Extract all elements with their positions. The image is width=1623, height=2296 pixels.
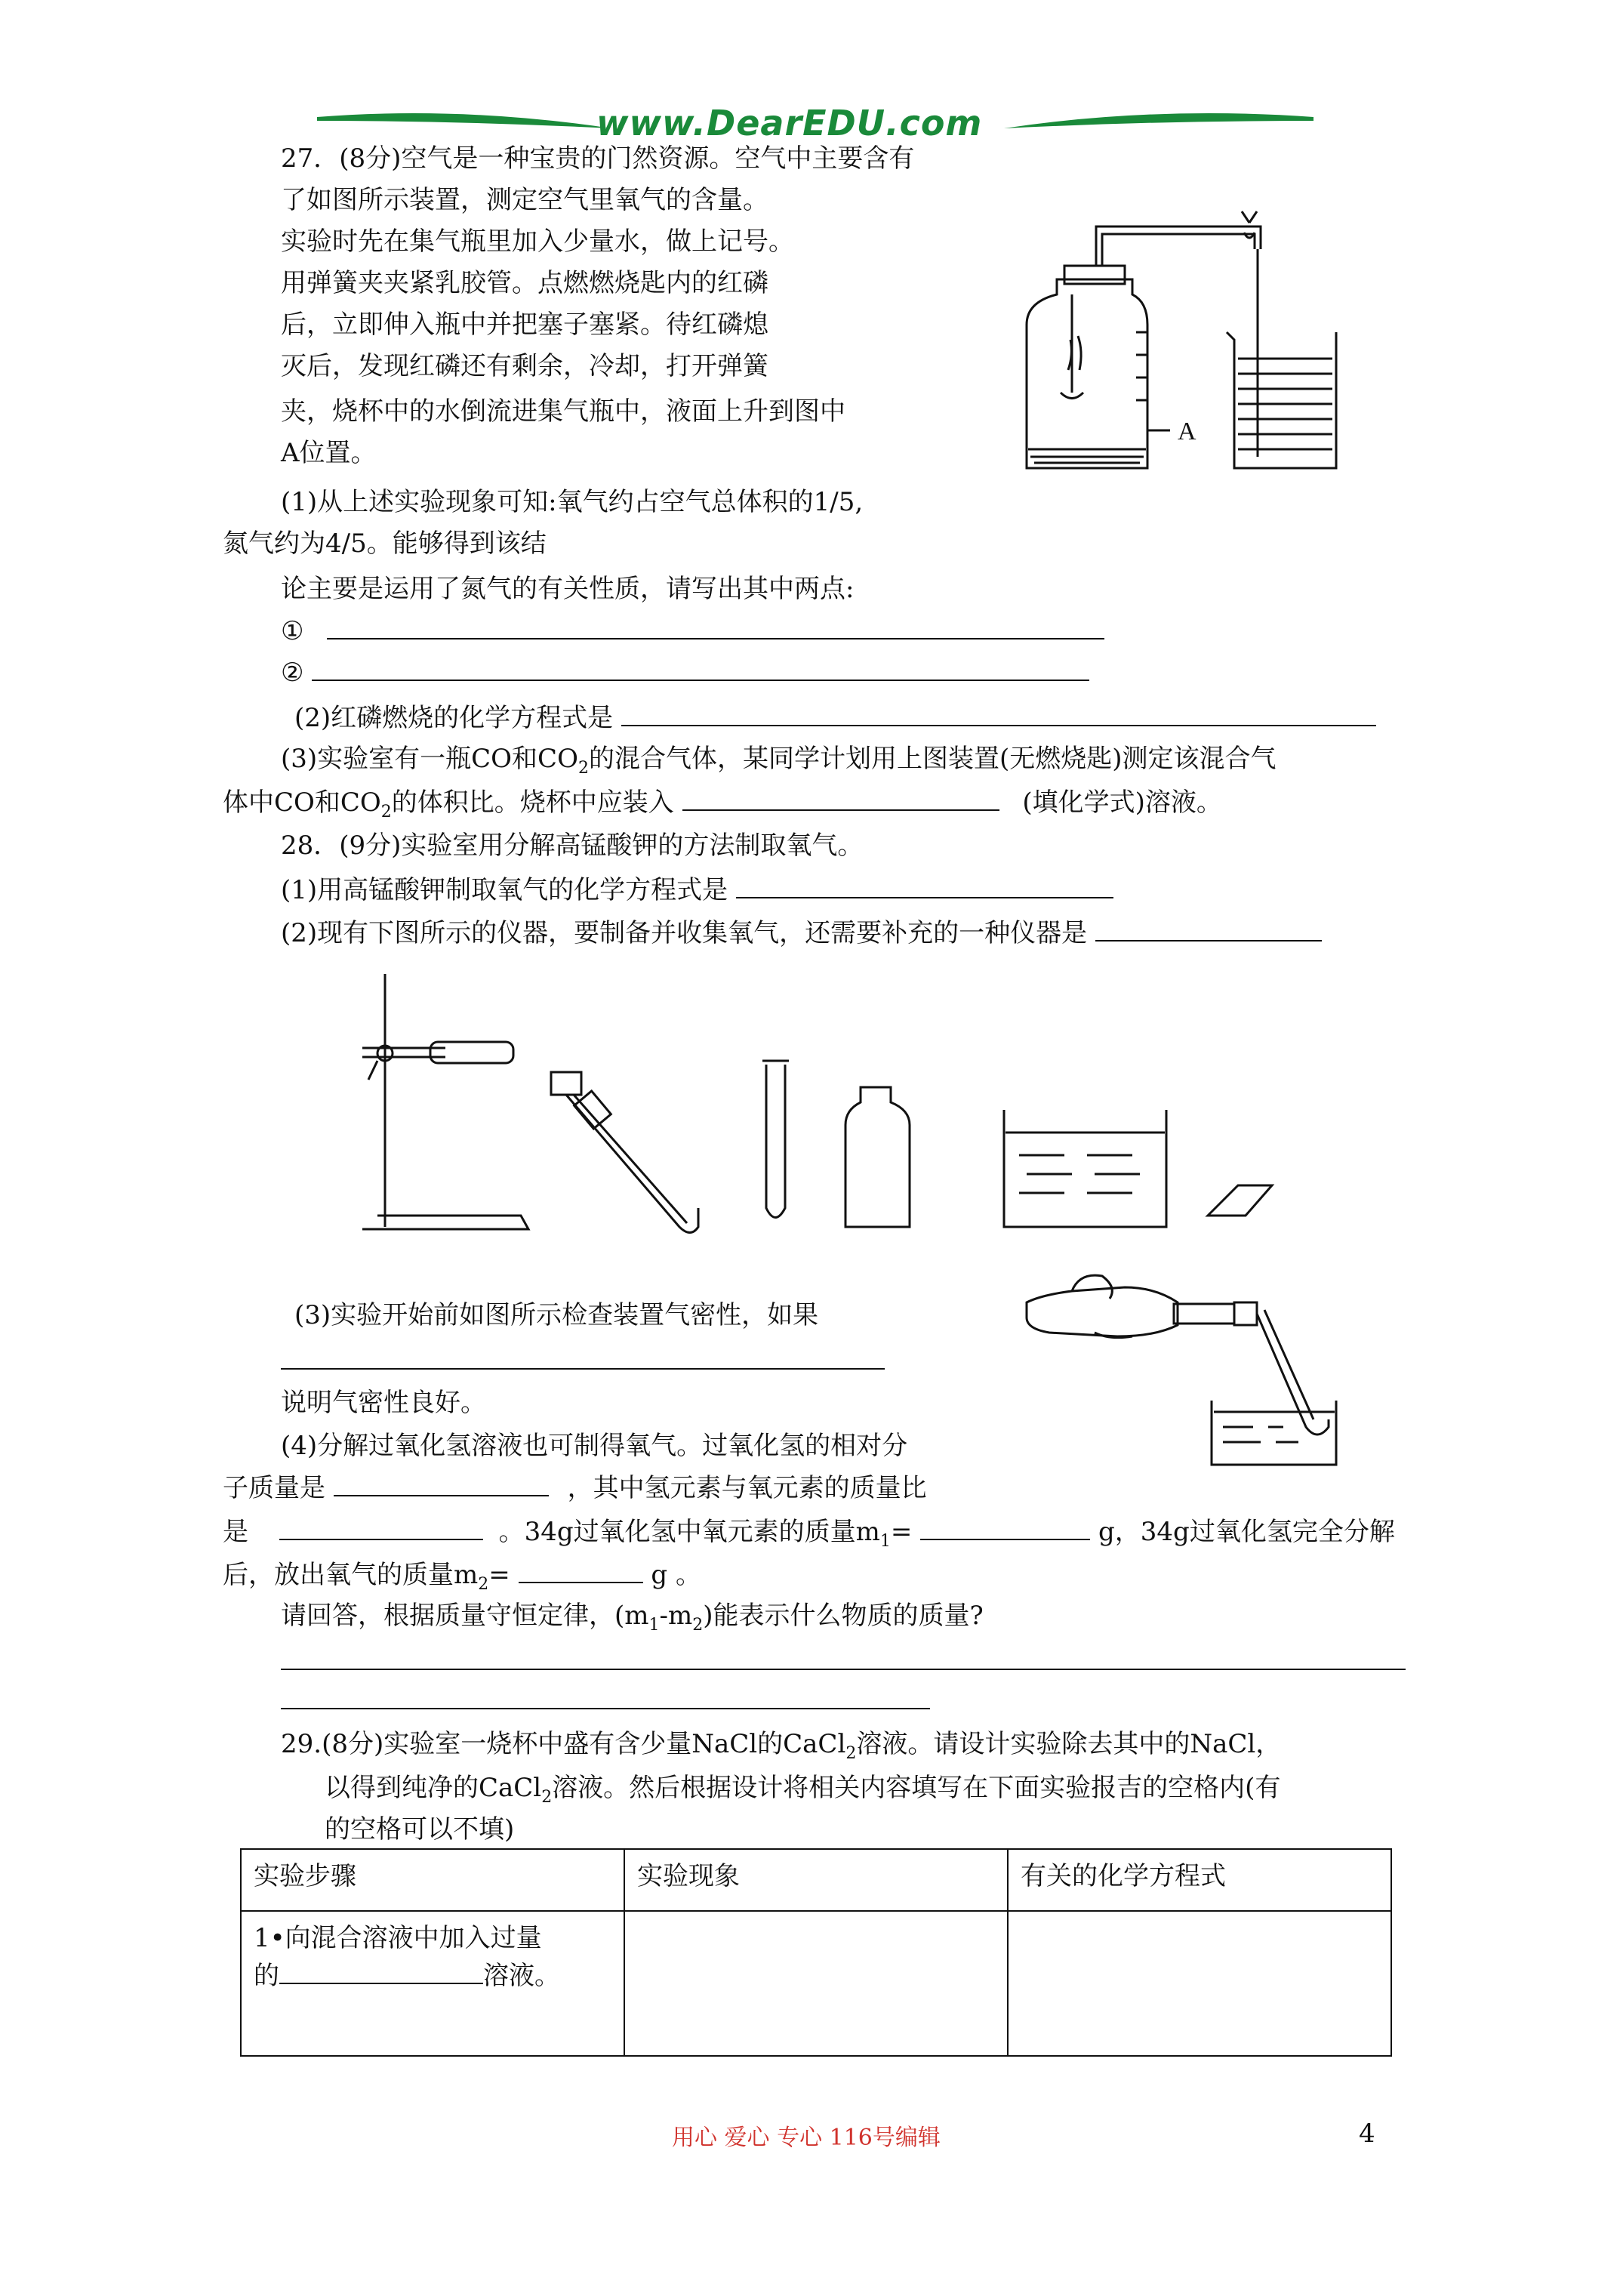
q27-part1-opt1 bbox=[281, 615, 1104, 646]
q28-part2 bbox=[281, 917, 1322, 948]
q27-intro-line-1: 27．(8分)空气是一种宝贵的门然资源。空气中主要含有 bbox=[281, 143, 915, 174]
q29-text-2a: 以得到纯净的CaCl bbox=[325, 1773, 542, 1803]
q28-part1-answer-blank[interactable] bbox=[736, 874, 1113, 898]
q28-part3-end: 说明气密性良好。 bbox=[281, 1388, 486, 1418]
table-step-1-text-b: 溶液。 bbox=[483, 1961, 560, 1991]
table-step-1-line1: 1•向混合溶液中加入过量 bbox=[254, 1923, 542, 1953]
q29-text-1b: 溶液。请设计实验除去其中的NaCl， bbox=[856, 1729, 1282, 1759]
q28-part4-text-b2: ，其中氢元素与氧元素的质量比 bbox=[567, 1473, 927, 1503]
q27-part3-sub-a: 2 bbox=[577, 758, 589, 778]
table-row bbox=[241, 1911, 1391, 2056]
q27-part3-text-e: (填化学式)溶液。 bbox=[1022, 787, 1222, 818]
q27-part3-text-a: (3)实验室有一瓶CO和CO bbox=[281, 744, 578, 774]
q28-part3: (3)实验开始前如图所示检查装置气密性，如果 bbox=[294, 1300, 819, 1330]
q28-part4-text-e2: -m bbox=[659, 1601, 693, 1631]
q27-part1-line3: 论主要是运用了氮气的有关性质，请写出其中两点: bbox=[281, 574, 855, 604]
q29-sub-1: 2 bbox=[845, 1743, 857, 1763]
q29-text-1a: 29.(8分)实验室一烧杯中盛有含少量NaCl的CaCl bbox=[281, 1729, 846, 1759]
q28-part3-answer-blank[interactable] bbox=[281, 1368, 885, 1370]
page-number: 4 bbox=[1359, 2119, 1375, 2149]
q28-part4-answer-blank-2[interactable] bbox=[281, 1708, 930, 1709]
q28-part4-answer-blank-1[interactable] bbox=[281, 1669, 1406, 1670]
q27-part1-opt1-label: ① bbox=[281, 616, 304, 646]
q27-part3-text-d: 的体积比。烧杯中应装入 bbox=[391, 787, 674, 818]
header-brand[interactable]: www.DearEDU.com bbox=[596, 103, 983, 143]
table-cell-equation-1[interactable] bbox=[1008, 1911, 1391, 2056]
q28-part4-line1: (4)分解过氧化氢溶液也可制得氧气。过氧化氢的相对分 bbox=[281, 1431, 908, 1461]
q27-part3-sub-b: 2 bbox=[380, 802, 392, 821]
q28-part4-molar-mass-blank[interactable] bbox=[334, 1472, 549, 1496]
table-header-equation: 有关的化学方程式 bbox=[1008, 1849, 1391, 1911]
q28-part4-text-c4: g，34g过氧化氢完全分解 bbox=[1098, 1517, 1395, 1547]
table-header-row bbox=[241, 1849, 1391, 1911]
q27-part1-answer2-blank[interactable] bbox=[312, 657, 1089, 681]
q28-part4-text-b1: 子质量是 bbox=[223, 1473, 325, 1503]
q29-sub-2: 2 bbox=[541, 1787, 553, 1807]
q27-intro-line-6: 灭后，发现红磷还有剩余，冷却，打开弹簧 bbox=[281, 351, 768, 381]
q27-part1-answer1-blank[interactable] bbox=[327, 615, 1104, 639]
q28-instruments-figure bbox=[355, 966, 1276, 1238]
q27-part1-line1: (1)从上述实验现象可知:氧气约占空气总体积的1/5, bbox=[281, 487, 864, 517]
q28-part4-line3 bbox=[223, 1516, 1395, 1551]
q28-part4-text-c1: 是 bbox=[223, 1517, 248, 1547]
table-header-steps: 实验步骤 bbox=[241, 1849, 624, 1911]
q28-part4-m2-blank[interactable] bbox=[519, 1559, 643, 1583]
q28-part1 bbox=[281, 874, 1113, 905]
glass-plate-icon bbox=[1208, 1185, 1272, 1216]
gas-bottle-icon bbox=[845, 1087, 910, 1227]
delivery-tube-icon bbox=[551, 1072, 698, 1233]
q27-part1-line2: 氮气约为4/5。能够得到该结 bbox=[223, 529, 547, 559]
q28-part4-line2 bbox=[223, 1472, 927, 1503]
q27-part1-opt2-label: ② bbox=[281, 658, 304, 688]
q28-part4-text-c3: = bbox=[890, 1517, 913, 1547]
q28-part4-text-c2: 。34g过氧化氢中氧元素的质量m bbox=[498, 1517, 880, 1547]
q27-part3-line1 bbox=[281, 744, 1277, 778]
q29-line1 bbox=[281, 1729, 1282, 1763]
q28-part2-text: (2)现有下图所示的仪器，要制备并收集氧气，还需要补充的一种仪器是 bbox=[281, 918, 1088, 948]
q29-line2 bbox=[325, 1773, 1281, 1807]
q28-part4-text-d1: 后，放出氧气的质量m bbox=[223, 1560, 479, 1590]
test-tube-icon bbox=[762, 1061, 789, 1218]
q28-part4-text-d3: g 。 bbox=[651, 1560, 701, 1590]
table-header-phenomena: 实验现象 bbox=[624, 1849, 1008, 1911]
q29-text-2b: 溶液。然后根据设计将相关内容填写在下面实验报吉的空格内(有 bbox=[552, 1773, 1281, 1803]
q29-report-table bbox=[240, 1848, 1392, 2057]
q27-part3-answer-blank[interactable] bbox=[682, 787, 999, 811]
q28-part2-answer-blank[interactable] bbox=[1095, 917, 1322, 942]
q28-part4-sub-e2: 2 bbox=[692, 1615, 704, 1635]
q28-title: 28．(9分)实验室用分解高锰酸钾的方法制取氧气。 bbox=[281, 831, 864, 861]
q27-part2-text: (2)红磷燃烧的化学方程式是 bbox=[294, 703, 614, 733]
water-trough-icon bbox=[1004, 1110, 1166, 1227]
q27-part3-text-c: 体中CO和CO bbox=[223, 787, 381, 818]
q27-intro-line-8: A位置。 bbox=[281, 438, 377, 468]
table-step-1-reagent-blank[interactable] bbox=[279, 1960, 483, 1984]
q27-intro-line-5: 后，立即伸入瓶中并把塞子塞紧。待红磷熄 bbox=[281, 310, 768, 340]
q27-intro-line-7: 夹，烧杯中的水倒流进集气瓶中，液面上升到图中 bbox=[281, 396, 845, 427]
q27-part3-line2 bbox=[223, 787, 1222, 821]
q27-part3-text-b: 的混合气体，某同学计划用上图装置(无燃烧匙)测定该混合气 bbox=[588, 744, 1277, 774]
q28-airtightness-figure bbox=[1027, 1257, 1344, 1476]
iron-stand-icon bbox=[362, 974, 528, 1229]
footer-text: 用心 爱心 专心 116号编辑 bbox=[672, 2125, 941, 2151]
q28-part4-sub-m2: 2 bbox=[478, 1574, 489, 1594]
table-cell-step-1[interactable] bbox=[241, 1911, 624, 2056]
q28-part4-sub-e1: 1 bbox=[648, 1615, 660, 1635]
q27-part1-opt2 bbox=[281, 657, 1089, 688]
q28-part4-sub-m1: 1 bbox=[879, 1531, 891, 1551]
q27-apparatus-figure bbox=[1012, 204, 1344, 483]
q27-intro-line-2: 了如图所示装置，测定空气里氧气的含量。 bbox=[281, 185, 768, 215]
q28-part4-line4 bbox=[223, 1559, 701, 1594]
q27-part2 bbox=[294, 702, 1376, 733]
q28-part4-ratio-blank[interactable] bbox=[279, 1516, 483, 1540]
table-cell-phenomenon-1[interactable] bbox=[624, 1911, 1008, 2056]
q28-part4-text-e3: )能表示什么物质的质量? bbox=[703, 1601, 984, 1631]
q27-intro-line-4: 用弹簧夹夹紧乳胶管。点燃燃烧匙内的红磷 bbox=[281, 268, 768, 298]
q28-part4-text-e1: 请回答，根据质量守恒定律，(m bbox=[281, 1601, 649, 1631]
q28-part1-text: (1)用高锰酸钾制取氧气的化学方程式是 bbox=[281, 875, 728, 905]
table-step-1-line2 bbox=[254, 1957, 611, 1995]
q27-intro-line-3: 实验时先在集气瓶里加入少量水，做上记号。 bbox=[281, 227, 794, 257]
q28-part4-line5 bbox=[281, 1601, 984, 1635]
table-step-1-text-a: 的 bbox=[254, 1961, 279, 1991]
q27-part2-answer-blank[interactable] bbox=[621, 702, 1376, 726]
q29-line3: 的空格可以不填) bbox=[325, 1814, 515, 1845]
q27-figure-label: A bbox=[1178, 418, 1196, 445]
q28-part4-m1-blank[interactable] bbox=[920, 1516, 1090, 1540]
q28-part4-text-d2: = bbox=[488, 1560, 510, 1590]
